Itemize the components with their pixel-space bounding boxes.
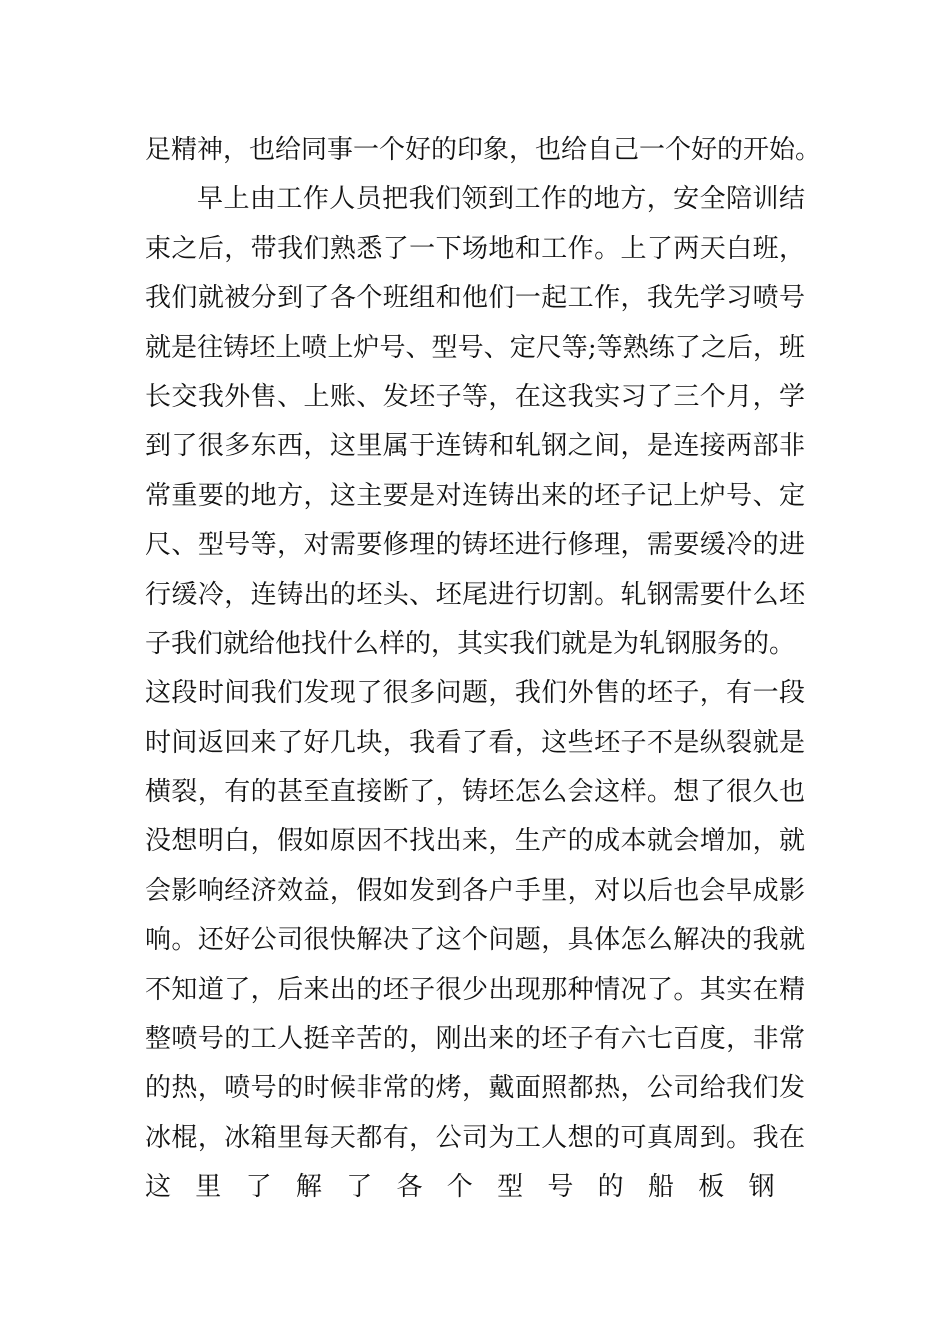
text-line: 行缓冷，连铸出的坯头、坯尾进行切割。轧钢需要什么坯 bbox=[145, 579, 805, 610]
text-line: 不知道了，后来出的坯子很少出现那种情况了。其实在精 bbox=[145, 974, 805, 1005]
spaced-character: 船 bbox=[647, 1172, 674, 1203]
spaced-character: 钢 bbox=[748, 1172, 775, 1203]
spaced-character: 板 bbox=[698, 1172, 725, 1203]
spaced-character: 号 bbox=[547, 1172, 574, 1203]
spaced-character: 解 bbox=[295, 1172, 322, 1203]
text-line: 到了很多东西，这里属于连铸和轧钢之间，是连接两部非 bbox=[145, 431, 805, 462]
text-line: 会影响经济效益，假如发到各户手里，对以后也会早成影 bbox=[145, 875, 805, 906]
text-line: 足精神，也给同事一个好的印象，也给自己一个好的开始。 bbox=[145, 135, 822, 165]
spaced-character: 个 bbox=[446, 1172, 473, 1203]
spaced-character: 了 bbox=[245, 1172, 272, 1203]
text-line: 冰棍，冰箱里每天都有，公司为工人想的可真周到。我在 bbox=[145, 1122, 805, 1153]
text-line-spaced bbox=[145, 1163, 805, 1212]
text-line: 尺、型号等，对需要修理的铸坯进行修理，需要缓冷的进 bbox=[145, 530, 805, 561]
spaced-character: 了 bbox=[346, 1172, 373, 1203]
text-line: 响。还好公司很快解决了这个问题，具体怎么解决的我就 bbox=[145, 925, 805, 956]
spaced-character: 这 bbox=[145, 1172, 172, 1203]
text-line: 这段时间我们发现了很多问题，我们外售的坯子，有一段 bbox=[145, 678, 805, 709]
text-line: 整喷号的工人挺辛苦的，刚出来的坯子有六七百度，非常 bbox=[145, 1024, 805, 1055]
text-line: 早上由工作人员把我们领到工作的地方，安全陪训结 bbox=[197, 184, 805, 215]
text-line: 我们就被分到了各个班组和他们一起工作，我先学习喷号 bbox=[145, 283, 805, 314]
text-line: 横裂，有的甚至直接断了，铸坯怎么会这样。想了很久也 bbox=[145, 777, 805, 808]
text-line: 长交我外售、上账、发坯子等，在这我实习了三个月，学 bbox=[145, 381, 805, 412]
text-line: 常重要的地方，这主要是对连铸出来的坯子记上炉号、定 bbox=[145, 480, 805, 511]
spaced-character: 的 bbox=[597, 1172, 624, 1203]
text-line: 时间返回来了好几块，我看了看，这些坯子不是纵裂就是 bbox=[145, 727, 805, 758]
text-line: 没想明白，假如原因不找出来，生产的成本就会增加，就 bbox=[145, 826, 805, 857]
text-line: 的热，喷号的时候非常的烤，戴面照都热，公司给我们发 bbox=[145, 1073, 805, 1104]
body-text bbox=[145, 126, 822, 1213]
text-line: 子我们就给他找什么样的，其实我们就是为轧钢服务的。 bbox=[145, 628, 796, 659]
spaced-character: 型 bbox=[497, 1172, 524, 1203]
text-line: 束之后，带我们熟悉了一下场地和工作。上了两天白班， bbox=[145, 233, 805, 264]
spaced-character: 各 bbox=[396, 1172, 423, 1203]
spaced-character: 里 bbox=[195, 1172, 222, 1203]
text-line: 就是往铸坯上喷上炉号、型号、定尺等;等熟练了之后，班 bbox=[145, 332, 805, 363]
